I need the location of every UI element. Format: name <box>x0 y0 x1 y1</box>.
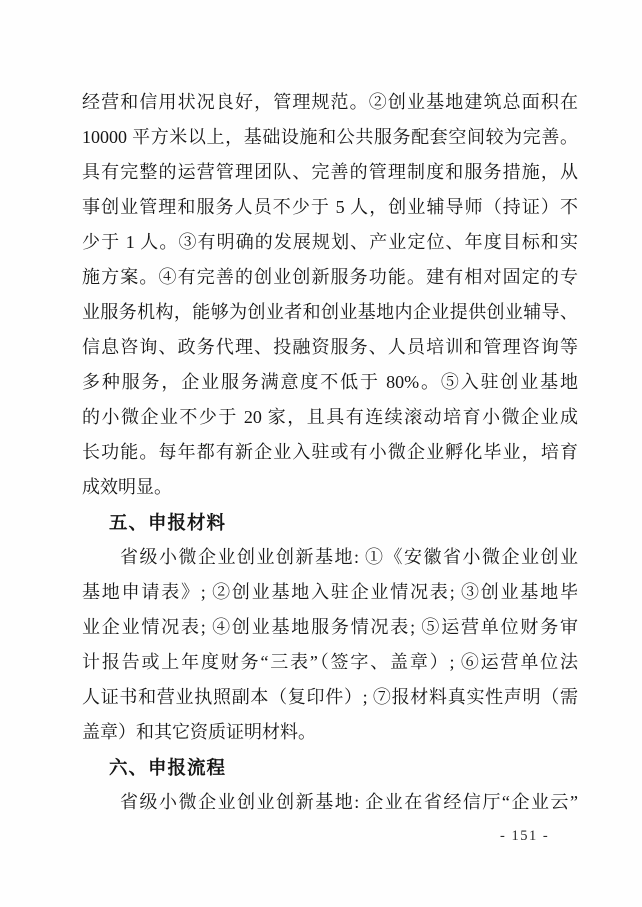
text-line: 省级小微企业创业创新基地: 企业在省经信厅“企业云” <box>120 792 578 812</box>
section-heading-application-process: 六、申报流程 <box>109 757 227 778</box>
text-line: 省级小微企业创业创新基地: ①《安徽省小微企业创业 <box>120 547 578 567</box>
section-heading-application-materials: 五、申报材料 <box>109 512 227 533</box>
text-line: 信息咨询、政务代理、投融资服务、人员培训和管理咨询等 <box>82 337 578 357</box>
page-number: - 151 - <box>500 828 550 844</box>
text-line: 少于 1 人。③有明确的发展规划、产业定位、年度目标和实 <box>82 232 578 252</box>
text-line: 计报告或上年度财务“三表”（签字、盖章）; ⑥运营单位法 <box>82 652 578 672</box>
text-line: 施方案。④有完善的创业创新服务功能。建有相对固定的专 <box>82 267 578 287</box>
text-line: 经营和信用状况良好，管理规范。②创业基地建筑总面积在 <box>82 92 578 112</box>
text-line: 10000 平方米以上，基础设施和公共服务配套空间较为完善。 <box>82 127 578 147</box>
text-line: 的小微企业不少于 20 家，且具有连续滚动培育小微企业成 <box>82 407 578 427</box>
text-line: 业企业情况表; ④创业基地服务情况表; ⑤运营单位财务审 <box>82 617 578 637</box>
text-line: 事创业管理和服务人员不少于 5 人，创业辅导师（持证）不 <box>82 197 578 217</box>
text-line: 具有完整的运营管理团队、完善的管理制度和服务措施，从 <box>82 162 578 182</box>
text-line: 长功能。每年都有新企业入驻或有小微企业孵化毕业，培育 <box>82 442 578 462</box>
text-line: 基地申请表》; ②创业基地入驻企业情况表; ③创业基地毕 <box>82 582 578 602</box>
text-line: 人证书和营业执照副本（复印件）; ⑦报材料真实性声明（需 <box>82 687 578 707</box>
text-block <box>82 85 578 820</box>
text-line: 多种服务，企业服务满意度不低于 80%。⑤入驻创业基地 <box>82 372 578 392</box>
text-line: 成效明显。 <box>82 477 172 497</box>
text-line: 盖章）和其它资质证明材料。 <box>82 722 316 742</box>
text-line: 业服务机构，能够为创业者和创业基地内企业提供创业辅导、 <box>82 302 578 322</box>
